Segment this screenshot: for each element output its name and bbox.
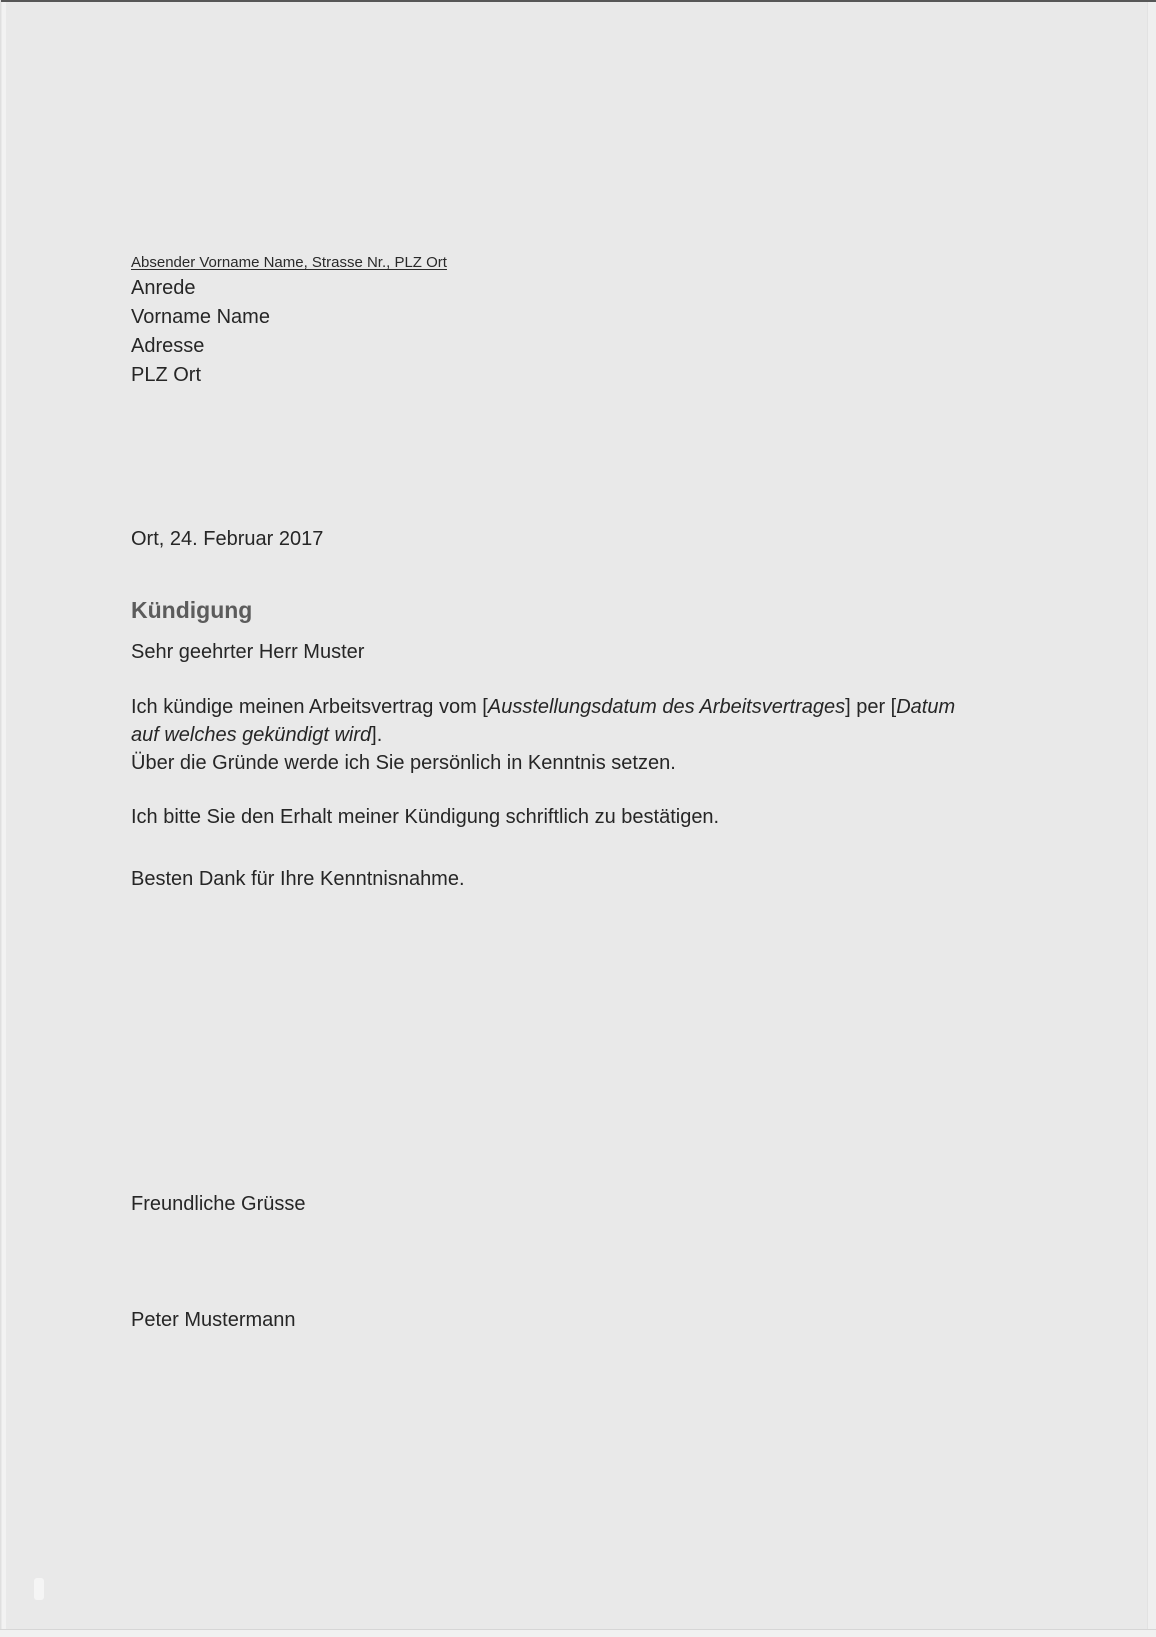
placeholder-termination-date: Datum: [896, 696, 956, 718]
text-segment: ] per [: [845, 696, 897, 718]
page-left-scan-stripe: [2, 2, 6, 1637]
recipient-block: [131, 274, 270, 390]
placeholder-issue-date: Ausstellungsdatum des Arbeitsvertrages: [487, 696, 846, 718]
page-top-edge: [0, 0, 1156, 2]
subject-title: Kündigung: [131, 597, 253, 623]
text-line: [131, 749, 955, 777]
page-left-edge: [0, 0, 1, 1637]
recipient-address: Adresse: [131, 335, 205, 357]
page-right-edge: [1147, 2, 1148, 1629]
greeting-line: Sehr geehrter Herr Muster: [131, 641, 365, 663]
date-line: Ort, 24. Februar 2017: [131, 528, 324, 550]
closing-line: Freundliche Grüsse: [131, 1193, 306, 1215]
recipient-name: Vorname Name: [131, 306, 270, 328]
paragraph-thanks: Besten Dank für Ihre Kenntnisnahme.: [131, 868, 465, 890]
text-segment: Ich kündige meinen Arbeitsvertrag vom [: [131, 696, 488, 718]
text-line: [131, 721, 955, 749]
signature-name: Peter Mustermann: [131, 1309, 296, 1331]
page-bottom-scan-stripe: [0, 1630, 1156, 1637]
sender-line: Absender Vorname Name, Strasse Nr., PLZ Ort: [131, 254, 447, 271]
recipient-salutation: Anrede: [131, 277, 196, 299]
scan-artifact: [34, 1578, 44, 1600]
paragraph-termination: [131, 693, 955, 777]
text-line: [131, 693, 955, 721]
page-right-scan-stripe: [1148, 2, 1156, 1637]
text-segment: Über die Gründe werde ich Sie persönlich in Kenntnis setzen.: [131, 752, 676, 774]
recipient-plz-ort: PLZ Ort: [131, 364, 202, 386]
placeholder-termination-date-cont: auf welches gekündigt wird: [131, 724, 372, 746]
paragraph-confirmation-request: Ich bitte Sie den Erhalt meiner Kündigung schriftlich zu bestätigen.: [131, 806, 720, 828]
text-segment: ].: [371, 724, 383, 746]
